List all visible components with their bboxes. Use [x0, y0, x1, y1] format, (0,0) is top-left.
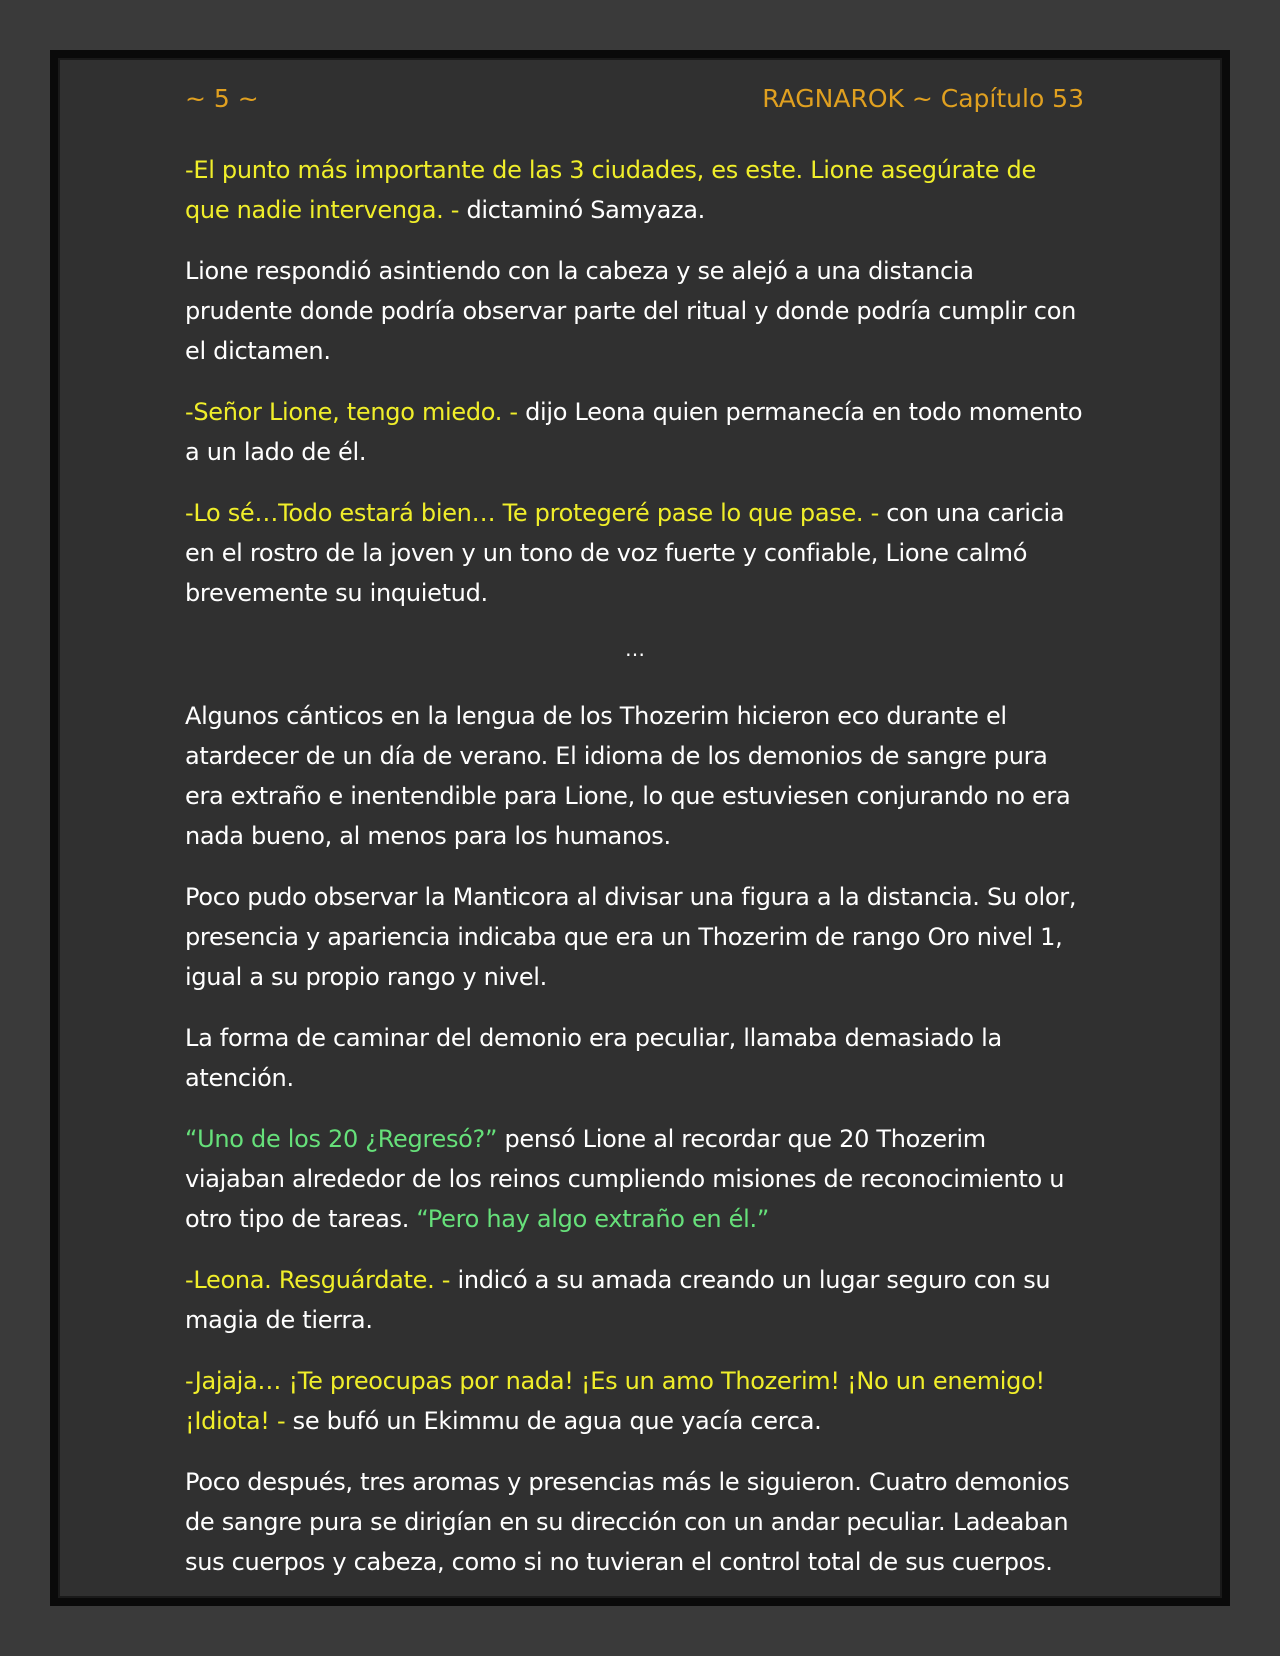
dialogue-text: -Jajaja… ¡Te preocupas por nada! ¡Es un amo Thozerim! ¡No un enemigo! ¡Idiota! -: [185, 1367, 1045, 1435]
running-title: RAGNAROK ~ Capítulo 53: [762, 84, 1084, 113]
paragraph: [185, 877, 1085, 997]
paragraph: [185, 1260, 1085, 1340]
narration-text: con una caricia en el rostro de la joven y un tono de voz fuerte y confiable, Lione calmó brevemente su inquietud.: [185, 499, 1065, 607]
narration-text: La forma de caminar del demonio era peculiar, llamaba demasiado la atención.: [185, 1024, 1002, 1092]
dialogue-text: -El punto más importante de las 3 ciudades, es este. Lione asegúrate de que nadie intervenga. -: [185, 156, 1036, 224]
paragraph: [185, 1018, 1085, 1098]
thought-text: “Uno de los 20 ¿Regresó?”: [185, 1125, 498, 1153]
narration-text: dictaminó Samyaza.: [459, 196, 706, 224]
paragraph: [185, 1462, 1085, 1582]
paragraph: [185, 150, 1085, 230]
narration-text: pensó Lione al recordar que 20 Thozerim viajaban alrededor de los reinos cumpliendo misiones de reconocimiento u otro tipo de tareas.: [185, 1125, 1065, 1233]
chapter-text: [185, 150, 1085, 1603]
page-header: [185, 82, 1084, 116]
book-page: [50, 50, 1230, 1606]
dialogue-text: -Leona. Resguárdate. -: [185, 1266, 451, 1294]
narration-text: indicó a su amada creando un lugar seguro con su magia de tierra.: [185, 1266, 1051, 1334]
paragraph: [185, 493, 1085, 613]
paragraph: [185, 392, 1085, 472]
narration-text: Lione respondió asintiendo con la cabeza y se alejó a una distancia prudente donde podría observar parte del ritual y donde podría cumplir con el dictamen.: [185, 257, 1076, 365]
paragraph: [185, 1361, 1085, 1441]
dialogue-text: -Lo sé…Todo estará bien… Te protegeré pase lo que pase. -: [185, 499, 879, 527]
scene-separator: …: [625, 637, 645, 661]
narration-text: se bufó un Ekimmu de agua que yacía cerca.: [285, 1407, 822, 1435]
narration-text: dijo Leona quien permanecía en todo momento a un lado de él.: [185, 398, 1083, 466]
narration-text: Algunos cánticos en la lengua de los Thozerim hicieron eco durante el atardecer de un día de verano. El idioma de los demonios de sangre pura era extraño e inentendible para Lione, lo que estuviesen conjurando no era nada bueno, al menos para los humanos.: [185, 702, 1071, 850]
paragraph: [185, 1119, 1085, 1239]
thought-text: “Pero hay algo extraño en él.”: [416, 1205, 769, 1233]
narration-text: Poco después, tres aromas y presencias más le siguieron. Cuatro demonios de sangre pura se dirigían en su dirección con un andar peculiar. Ladeaban sus cuerpos y cabeza, como si no tuvieran el control total de sus cuerpos.: [185, 1468, 1070, 1576]
narration-text: Poco pudo observar la Manticora al divisar una figura a la distancia. Su olor, presencia y apariencia indicaba que era un Thozerim de rango Oro nivel 1, igual a su propio rango y nivel.: [185, 883, 1077, 991]
paragraph: [185, 696, 1085, 856]
dialogue-text: -Señor Lione, tengo miedo. -: [185, 398, 518, 426]
page-number: ~ 5 ~: [185, 84, 259, 113]
paragraph: [185, 251, 1085, 371]
